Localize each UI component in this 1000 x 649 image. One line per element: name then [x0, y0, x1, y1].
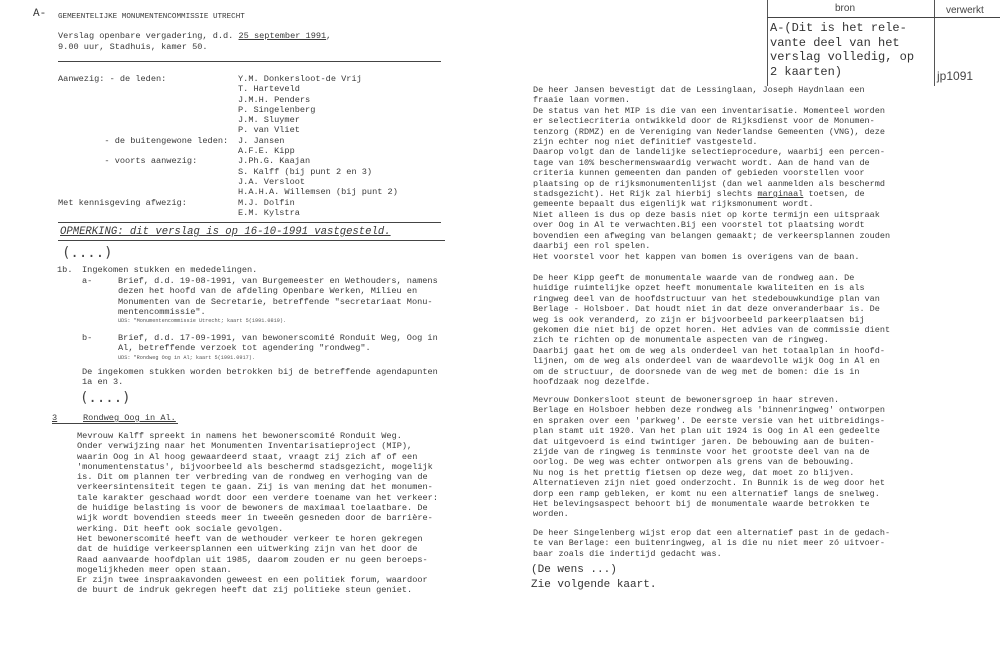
- card-header-rule: [767, 17, 1000, 18]
- item-1b-b-label: b-: [82, 333, 93, 343]
- item-1b-number: 1b.: [57, 265, 73, 275]
- page-marker: A-: [33, 8, 47, 20]
- paragraph-kipp: De heer Kipp geeft de monumentale waarde van de rondweg aan. De huidige ruimtelijke opzet heeft monumentale kwaliteiten en is als ringweg deel van de hoofdstructuur van het stedebouwkundige plan van Berlage - Holsboer. Dat houdt niet in dat deze onveranderbaar is. De weg is ook veranderd, zo zijn er bijvoorbeeld parkeerplaatsen bij gekomen die niet bij de opzet horen. Het advies van de commissie dient zich te richten op de monumentale aspecten van de ringweg. Daarbij gaat het om de weg als onderdeel van het totaalplan in hoofd- lijnen, om de weg als onderdeel van de waardevolle wijk Oog in Al en om de structuur, de doorsnede van de weg met de bomen: die is in hoofdzaak nog dezelfde.: [533, 273, 891, 388]
- column-header-bron: bron: [835, 3, 856, 14]
- ellipsis-de-wens: (De wens ...): [531, 564, 617, 576]
- remark-adopted: OPMERKING: dit verslag is op 16-10-1991 vastgesteld.: [60, 226, 391, 238]
- paragraph-singelenberg: De heer Singelenberg wijst erop dat een alternatief past in de gedach- te van Berlage: een buitenringweg, al is die nu niet meer zó uitvoer- baar zoals die indertijd gedacht was.: [533, 528, 891, 559]
- paragraph-donkersloot: Mevrouw Donkersloot steunt de bewonersgroep in haar streven. Berlage en Holsboer hebben deze rondweg als 'binnenringweg' ontworpen en spraken over een 'parkweg'. De eerste versie van het uitbreidings- plan stamt uit 1920. Van het plan uit 1924 is Oog in Al een gedeelte dat uitgevoerd is eind twintiger jaren. De bebouwing aan de buiten- zijde van de ringweg is tenminste voor het grootste deel van na de oorlog. De weg was echter ontworpen als grens van de bebouwing. Nu nog is het prettig fietsen op deze weg, dat moet zo blijven. Alternatieven zijn niet goed onderzocht. In Bunnik is de weg door het dorp een ramp gebleken, er komt nu een alternatief langs de snelweg. Het belevingsaspect behoort bij de monumentale waarde betrokken te worden.: [533, 395, 885, 520]
- paragraph-kalff: Mevrouw Kalff spreekt in namens het bewonerscomité Ronduit Weg. Onder verwijzing naar het Monumenten Inventarisatieproject (MIP), waarin Oog in Al hoog gewaardeerd staat, vraagt zij zich af of een 'monumentenstatus', bijvoorbeeld als beschermd stadsgezicht, mogelijk is. Dit om plannen ter verbreding van de rondweg en verhoging van de verkeersintensiteit tegen te gaan. Zij is van mening dat het monumen- tale karakter geschaad wordt door een verdere toename van het verkeer: de huidige belasting is voor de bewoners de maximaal toelaatbare. De wijk wordt bovendien steeds meer in tweeën gesneden door de barrière- werking. Dit heeft ook sociale gevolgen. Het bewonerscomité heeft van de wethouder verkeer te horen gekregen dat de huidige verkeersplannen een uitwerking zijn van het door de Raad aanvaarde hoofdplan uit 1985, daarom zouden er nu geen beroeps- mogelijkheden meer open staan. Er zijn twee inspraakavonden geweest en een politiek forum, waardoor de buurt de indruk gekregen heeft dat zij politieke steun geniet.: [77, 431, 438, 596]
- organization-title: GEMEENTELIJKE MONUMENTENCOMMISSIE UTRECHT: [58, 13, 245, 21]
- column-header-verwerkt: verwerkt: [946, 5, 984, 16]
- meeting-place: 9.00 uur, Stadhuis, kamer 50.: [58, 42, 208, 52]
- card-divider-left: [767, 0, 768, 86]
- continued-note: Zie volgende kaart.: [531, 579, 657, 591]
- meeting-date: 25 september 1991: [238, 31, 327, 41]
- card-divider-right: [934, 0, 935, 86]
- paragraph-jansen-part-1: De heer Jansen bevestigt dat de Lessinglaan, Joseph Haydnlaan een fraaie laan vormen. De status van het MIP is die van een inventarisatie. Momenteel worden er selectiecriteria ontwikkeld door de Rijksdienst voor de Monumen- tenzorg (RDMZ) en de Vereniging van Nederlandse Gemeenten (VNG), deze zijn echter nog niet definitief vastgesteld. Daarop volgt dan de landelijke selectieprocedure, waarbij een percen- tage van 10% beschermenswaardig verwacht wordt. Aan de hand van de criteria kunnen gemeenten dan panden of gebieden voorstellen voor plaatsing op de rijksmonumentenlijst (dan wel aanmelden als beschermd stadsgezicht). Het Rijk zal hierbij slechts: [533, 85, 885, 200]
- item-1b-b-reference: UDS: "Rondweg Oog in Al; kaart 5(1991.0917).: [118, 355, 255, 361]
- attendance-rule: [58, 222, 441, 223]
- item-1b-a-label: a-: [82, 276, 93, 286]
- paragraph-jansen: [533, 85, 890, 262]
- item-1b-a-text: Brief, d.d. 19-08-1991, van Burgemeester en Wethouders, namens dezen het hoofd van de afdeling Openbare Werken, Milieu en Monumenten van de Secretarie, betreffende "secretariaat Monu- mentencommissie".: [118, 276, 438, 317]
- item-1b-a-reference: UDS: "Monumentencommissie Utrecht; kaart 5(1991.0819).: [118, 318, 287, 324]
- item-1b-title: Ingekomen stukken en mededelingen.: [82, 265, 258, 275]
- bron-note: A-(Dit is het rele- vante deel van het verslag volledig, op 2 kaarten): [770, 21, 915, 79]
- emphasis-marginaal: marginaal: [757, 189, 804, 200]
- verwerkt-code: jp1091: [937, 69, 974, 83]
- ellipsis-omitted-2: (....): [80, 390, 131, 406]
- remark-rule: [58, 240, 445, 241]
- meeting-line: [58, 31, 331, 41]
- item-3-title: Rondweg Oog in Al.: [83, 413, 176, 423]
- paragraph-jansen-part-2: toetsen, de gemeente bepaalt dus eigenlijk wat rijksmonument wordt. Niet alleen is dus op deze basis niet op korte termijn een uitspraak over Oog in Al te verwachten.Bij een voorstel tot plaatsing wordt bovendien een afweging van belangen gemaakt; de verkeersplannen zouden daarbij een rol spelen. Het voorstel voor het kappen van bomen is overigens van de baan.: [533, 189, 891, 262]
- attendance-names: Y.M. Donkersloot-de Vrij T. Harteveld J.M.H. Penders P. Singelenberg J.M. Sluymer P. van Vliet J. Jansen A.F.E. Kipp J.Ph.G. Kaajan S. Kalff (bij punt 2 en 3) J.A. Versloot H.A.H.A. Willemsen (bij punt 2) M.J. Dolfin E.M. Kylstra: [238, 74, 398, 218]
- item-1b-b-text: Brief, d.d. 17-09-1991, van bewonerscomité Ronduit Weg, Oog in Al, betreffende verzoek tot agendering "rondweg".: [118, 333, 438, 354]
- meeting-prefix: Verslag openbare vergadering, d.d.: [58, 31, 239, 41]
- header-rule: [58, 61, 441, 62]
- attendance-labels: Aanwezig: - de leden: - de buitengewone leden: - voorts aanwezig: Met kennisgeving afwezig:: [58, 74, 229, 208]
- meeting-suffix: ,: [326, 31, 332, 41]
- ellipsis-omitted-1: (....): [62, 245, 113, 261]
- item-3-number: 3: [52, 413, 58, 423]
- item-1b-conclusion: De ingekomen stukken worden betrokken bij de betreffende agendapunten 1a en 3.: [82, 367, 438, 388]
